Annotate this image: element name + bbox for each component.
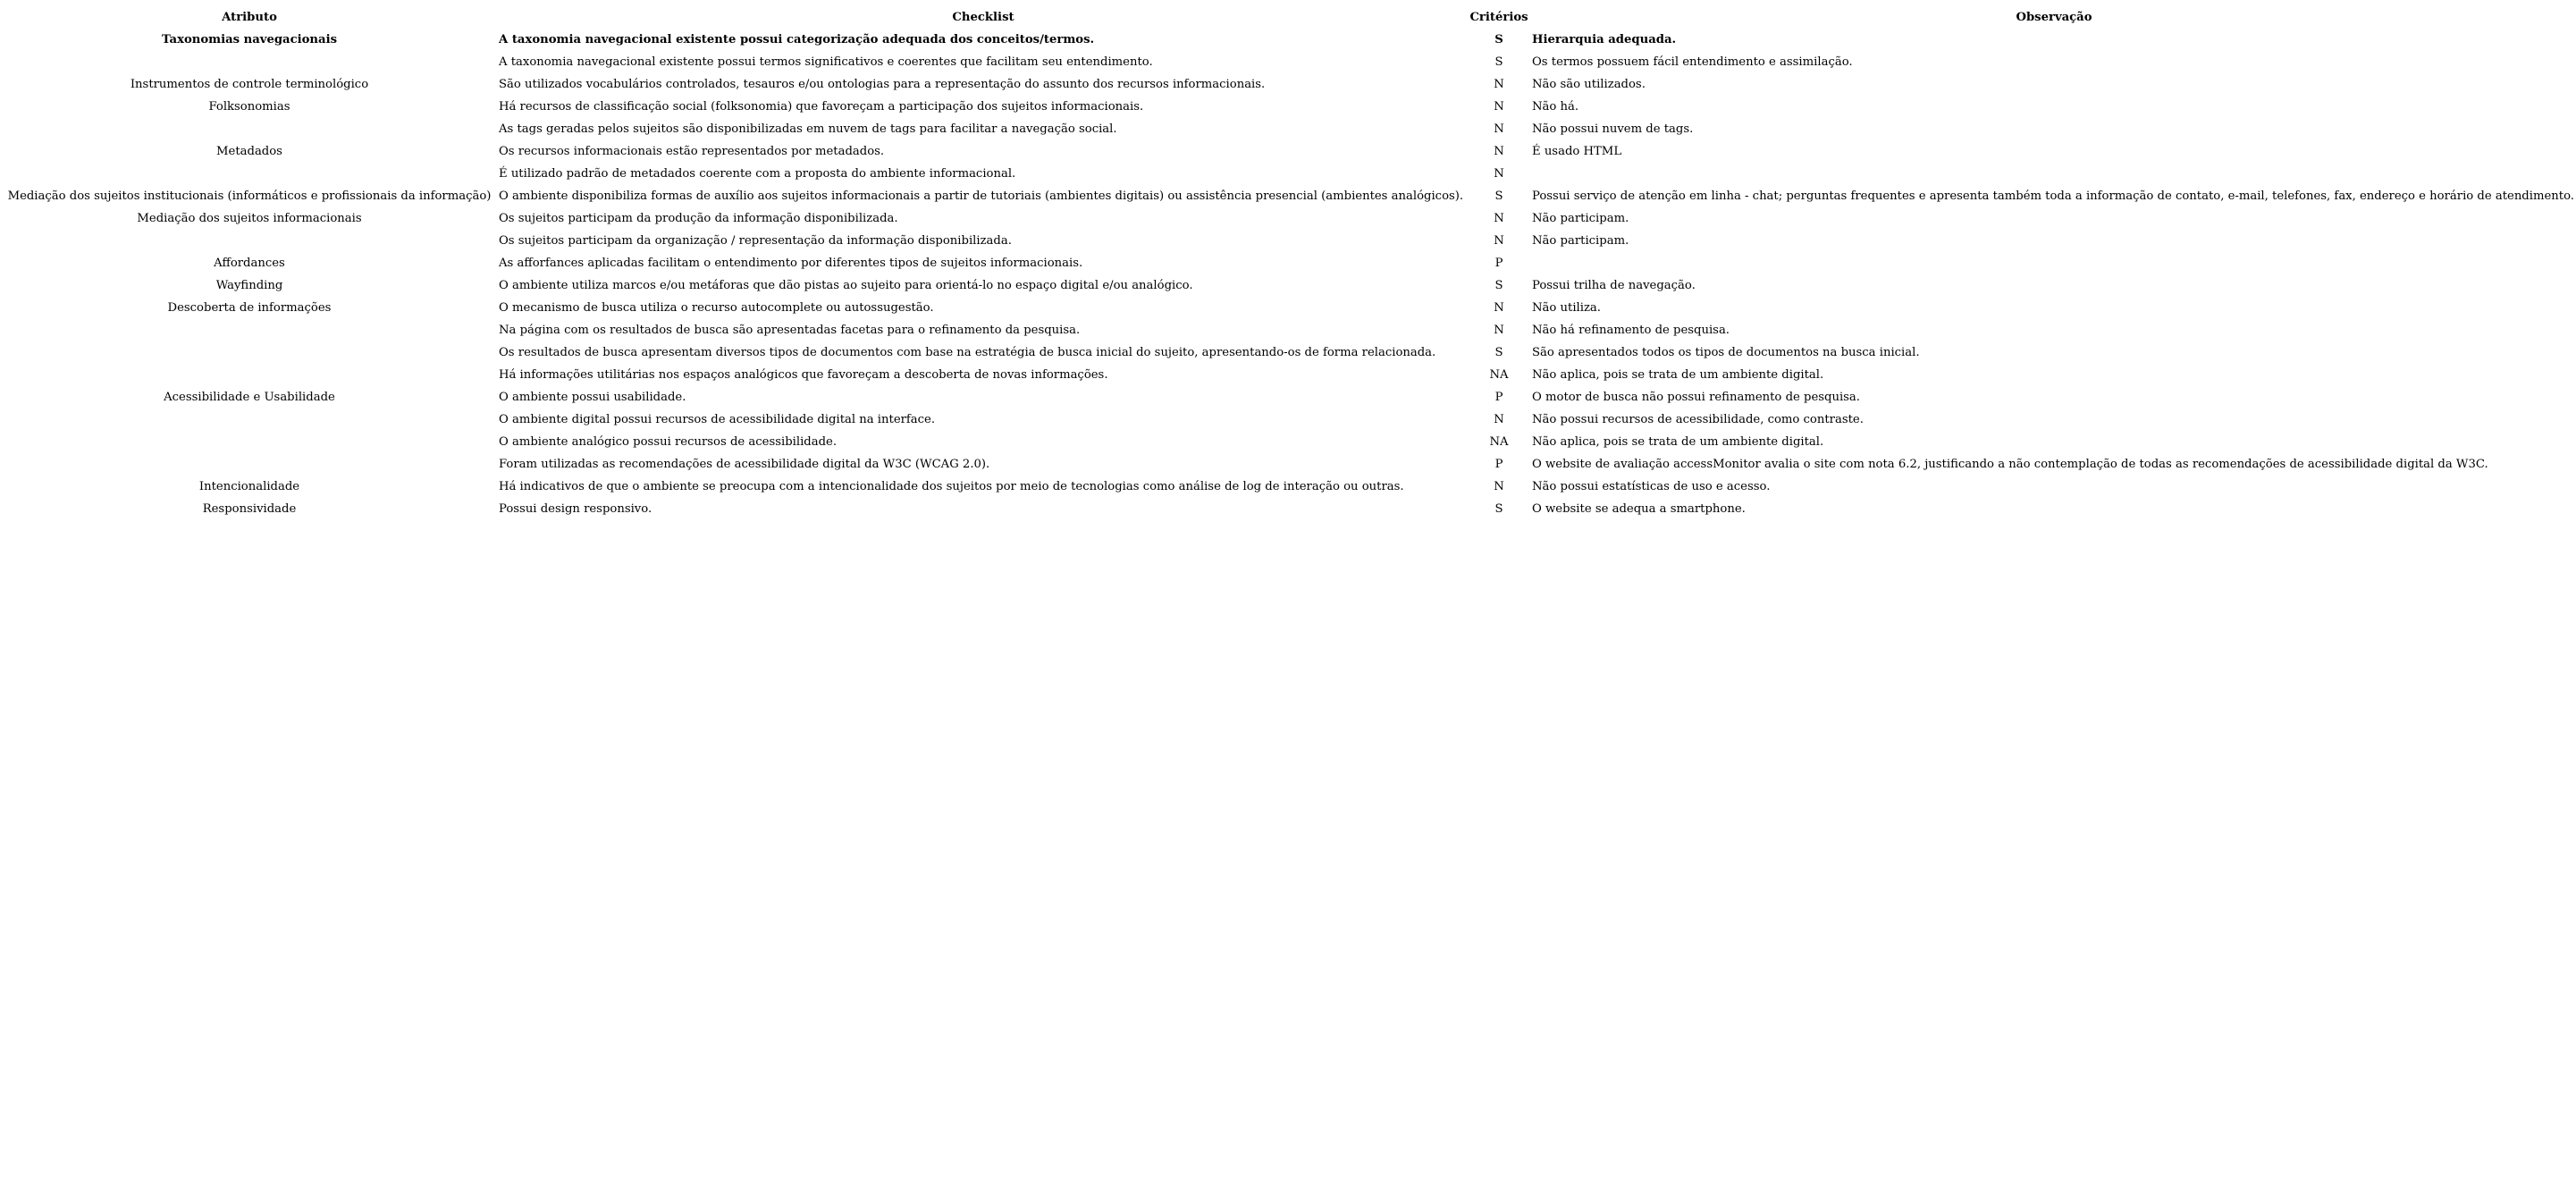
checklist-cell: São utilizados vocabulários controlados, tesauros e/ou ontologias para a representação do assunto dos recursos informacionais. — [499, 78, 1266, 91]
checklist-cell: O ambiente utiliza marcos e/ou metáforas que dão pistas ao sujeito para orientá-lo no espaço digital e/ou analógico. — [499, 279, 1193, 292]
observacao-cell: Não aplica, pois se trata de um ambiente digital. — [1532, 368, 1824, 382]
checklist-cell: As tags geradas pelos sujeitos são disponibilizadas em nuvem de tags para facilitar a navegação social. — [499, 122, 1117, 136]
checklist-cell: É utilizado padrão de metadados coerente com a proposta do ambiente informacional. — [499, 167, 1016, 181]
criterio-cell: S — [1494, 55, 1503, 69]
checklist-cell: Há indicativos de que o ambiente se preocupa com a intencionalidade dos sujeitos por meio de tecnologias como análise de log de interação ou outras. — [499, 480, 1404, 493]
table-row — [4, 118, 2576, 140]
checklist-cell: As afforfances aplicadas facilitam o entendimento por diferentes tipos de sujeitos informacionais. — [499, 257, 1083, 270]
table-row — [4, 386, 2576, 408]
criterio-cell: N — [1494, 324, 1504, 337]
checklist-cell: Os sujeitos participam da produção da informação disponibilizada. — [499, 212, 898, 225]
atributo-cell — [4, 51, 495, 73]
observacao-cell: Não possui estatísticas de uso e acesso. — [1532, 480, 1771, 493]
header-observacao: Observação — [2016, 11, 2092, 24]
atributo-cell: Instrumentos de controle terminológico — [130, 78, 369, 91]
table-row — [4, 341, 2576, 364]
table-row — [4, 73, 2576, 96]
atributo-cell: Wayfinding — [215, 279, 283, 292]
checklist-cell: Há informações utilitárias nos espaços analógicos que favoreçam a descoberta de novas informações. — [499, 368, 1108, 382]
observacao-cell — [1530, 163, 2576, 185]
header-criterios: Critérios — [1469, 11, 1528, 24]
table-header — [4, 6, 2576, 29]
atributo-cell: Folksonomias — [208, 100, 290, 114]
checklist-cell: Os resultados de busca apresentam diversos tipos de documentos com base na estratégia de busca inicial do sujeito, apresentando-os de forma relacionada. — [499, 346, 1436, 359]
criterio-cell: N — [1494, 100, 1504, 114]
table-row — [4, 476, 2576, 498]
atributo-cell — [4, 319, 495, 341]
atributo-cell: Mediação dos sujeitos institucionais (informáticos e profissionais da informação) — [7, 190, 492, 203]
header-checklist: Checklist — [952, 11, 1014, 24]
observacao-cell: É usado HTML — [1532, 145, 1622, 158]
checklist-cell: O ambiente analógico possui recursos de acessibilidade. — [499, 435, 838, 449]
table-row — [4, 29, 2576, 51]
checklist-cell: O ambiente disponibiliza formas de auxílio aos sujeitos informacionais a partir de tutoriais (ambientes digitais) ou assistência presencial (ambientes analógicos). — [499, 190, 1464, 203]
table-body — [4, 29, 2576, 520]
atributo-cell: Responsividade — [202, 502, 297, 516]
header-row — [4, 6, 2576, 29]
table-row — [4, 297, 2576, 319]
table-row — [4, 163, 2576, 185]
observacao-cell: Possui trilha de navegação. — [1532, 279, 1696, 292]
observacao-cell: Possui serviço de atenção em linha - chat; perguntas frequentes e apresenta também toda a informação de contato, e-mail, telefones, fax, endereço e horário de atendimento. — [1532, 190, 2574, 203]
observacao-cell: Não participam. — [1532, 212, 1629, 225]
checklist-cell: O ambiente possui usabilidade. — [499, 391, 686, 404]
checklist-cell: O mecanismo de busca utiliza o recurso autocomplete ou autossugestão. — [499, 301, 934, 315]
criterio-cell: NA — [1489, 368, 1509, 382]
criterio-cell: S — [1494, 190, 1503, 203]
observacao-cell: Não há refinamento de pesquisa. — [1532, 324, 1730, 337]
table-row — [4, 185, 2576, 207]
checklist-cell: A taxonomia navegacional existente possui categorização adequada dos conceitos/termos. — [499, 33, 1095, 46]
table-row — [4, 51, 2576, 73]
table-row — [4, 140, 2576, 163]
observacao-cell: O motor de busca não possui refinamento de pesquisa. — [1532, 391, 1860, 404]
criterio-cell: N — [1494, 234, 1504, 248]
atributo-cell: Acessibilidade e Usabilidade — [164, 391, 335, 404]
observacao-cell: Não há. — [1532, 100, 1579, 114]
criterio-cell: S — [1494, 279, 1503, 292]
checklist-cell: O ambiente digital possui recursos de acessibilidade digital na interface. — [499, 413, 936, 426]
atributo-cell — [4, 118, 495, 140]
criterio-cell: P — [1494, 458, 1503, 471]
atributo-cell — [4, 230, 495, 252]
observacao-cell: Não participam. — [1532, 234, 1629, 248]
table-row — [4, 408, 2576, 431]
checklist-cell: Os recursos informacionais estão representados por metadados. — [499, 145, 885, 158]
atributo-cell: Affordances — [214, 257, 285, 270]
observacao-cell: Hierarquia adequada. — [1532, 33, 1677, 46]
criterio-cell: N — [1494, 78, 1504, 91]
criterio-cell: N — [1494, 301, 1504, 315]
observacao-cell: Não possui recursos de acessibilidade, como contraste. — [1532, 413, 1864, 426]
criterio-cell: S — [1494, 502, 1503, 516]
checklist-cell: Há recursos de classificação social (folksonomia) que favoreçam a participação dos sujeitos informacionais. — [499, 100, 1144, 114]
header-atributo: Atributo — [222, 11, 277, 24]
atributo-cell — [4, 408, 495, 431]
observacao-cell: O website se adequa a smartphone. — [1532, 502, 1746, 516]
checklist-cell: Os sujeitos participam da organização / representação da informação disponibilizada. — [499, 234, 1012, 248]
checklist-table — [4, 6, 2576, 520]
observacao-cell: Os termos possuem fácil entendimento e assimilação. — [1532, 55, 1853, 69]
observacao-cell: O website de avaliação accessMonitor avalia o site com nota 6.2, justificando a não contemplação de todas as recomendações de acessibilidade digital da W3C. — [1532, 458, 2488, 471]
criterio-cell: S — [1494, 33, 1503, 46]
table-row — [4, 364, 2576, 386]
table-row — [4, 207, 2576, 230]
criterio-cell: S — [1494, 346, 1503, 359]
checklist-cell: Foram utilizadas as recomendações de acessibilidade digital da W3C (WCAG 2.0). — [499, 458, 990, 471]
criterio-cell: N — [1494, 167, 1504, 181]
atributo-cell: Metadados — [216, 145, 282, 158]
table-row — [4, 252, 2576, 274]
atributo-cell — [4, 163, 495, 185]
criterio-cell: P — [1494, 257, 1503, 270]
observacao-cell: Não são utilizados. — [1532, 78, 1646, 91]
table-row — [4, 319, 2576, 341]
checklist-cell: Na página com os resultados de busca são apresentadas facetas para o refinamento da pesquisa. — [499, 324, 1081, 337]
criterio-cell: P — [1494, 391, 1503, 404]
observacao-cell: Não utiliza. — [1532, 301, 1601, 315]
criterio-cell: N — [1494, 145, 1504, 158]
atributo-cell — [4, 453, 495, 476]
table-row — [4, 230, 2576, 252]
atributo-cell: Taxonomias navegacionais — [161, 33, 337, 46]
observacao-cell — [1530, 252, 2576, 274]
criterio-cell: N — [1494, 122, 1504, 136]
observacao-cell: Não possui nuvem de tags. — [1532, 122, 1694, 136]
atributo-cell: Mediação dos sujeitos informacionais — [137, 212, 362, 225]
atributo-cell — [4, 431, 495, 453]
criterio-cell: N — [1494, 413, 1504, 426]
observacao-cell: São apresentados todos os tipos de documentos na busca inicial. — [1532, 346, 1920, 359]
table-row — [4, 274, 2576, 297]
criterio-cell: N — [1494, 212, 1504, 225]
atributo-cell: Intencionalidade — [198, 480, 300, 493]
checklist-cell: A taxonomia navegacional existente possui termos significativos e coerentes que facilitam seu entendimento. — [499, 55, 1153, 69]
table-row — [4, 96, 2576, 118]
table-row — [4, 498, 2576, 520]
table-row — [4, 453, 2576, 476]
table-row — [4, 431, 2576, 453]
checklist-cell: Possui design responsivo. — [499, 502, 652, 516]
observacao-cell: Não aplica, pois se trata de um ambiente digital. — [1532, 435, 1824, 449]
atributo-cell — [4, 364, 495, 386]
criterio-cell: NA — [1489, 435, 1509, 449]
criterio-cell: N — [1494, 480, 1504, 493]
atributo-cell: Descoberta de informações — [167, 301, 332, 315]
atributo-cell — [4, 341, 495, 364]
